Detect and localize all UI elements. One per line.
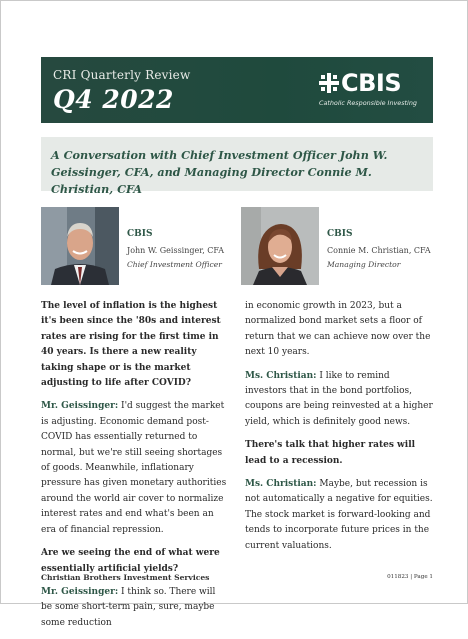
person-info — [127, 229, 224, 269]
person-name: John W. Geissinger, CFA — [127, 246, 225, 255]
continued-text: in economic growth in 2023, but a normalized bond market sets a floor of return that we can achieve now over the next 10 years. — [245, 301, 431, 358]
person-info — [327, 229, 431, 269]
headline-box — [41, 137, 433, 196]
answer-paragraph — [41, 399, 229, 538]
speaker-label: Mr. Geissinger: — [41, 586, 119, 597]
person-card-christian — [241, 207, 433, 285]
answer-paragraph — [245, 477, 433, 554]
portrait-christian — [241, 207, 319, 285]
headline-text: A Conversation with Chief Investment Officer John W. Geissinger, CFA, and Managing Director Connie M. Christian, CFA — [51, 148, 388, 196]
question-text: There's talk that higher rates will lead to a recession. — [245, 440, 416, 466]
answer-text: I think so. There will be some short-term pain, sure, maybe some reduction — [41, 586, 216, 628]
report-subtitle: CRI Quarterly Review — [53, 68, 191, 82]
cbis-logo — [319, 71, 423, 115]
logo-wordmark: CBIS — [341, 69, 402, 97]
left-column — [41, 299, 229, 639]
question-text: The level of inflation is the highest it's been since the '80s and interest rates are rising for the first time in 40 years. Is there a new reality taking shape or is the market adjusting to life after COVID? — [41, 301, 221, 389]
person-org: CBIS — [327, 229, 353, 239]
answer-text: I'd suggest the market is adjusting. Economic demand post-COVID has essentially returned to normal, but we're still seeing shortages of goods. Meanwhile, inflationary pressure has given monetary authorities around the world air cover to normalize interest rates and end what's been an era of financial repression. — [41, 401, 227, 535]
header-banner — [41, 57, 433, 123]
right-column — [245, 299, 433, 562]
speaker-label: Ms. Christian: — [245, 479, 317, 490]
person-name: Connie M. Christian, CFA — [327, 246, 431, 255]
footer-company: Christian Brothers Investment Services — [41, 573, 210, 582]
person-card-geissinger — [41, 207, 231, 285]
answer-paragraph — [245, 369, 433, 431]
footer-page-number: 011823 | Page 1 — [387, 574, 433, 580]
answer-text: I like to remind investors that in the bond portfolios, coupons are being reinvested at a higher yield, which is definitely good news. — [245, 370, 433, 427]
speaker-label: Mr. Geissinger: — [41, 401, 119, 412]
answer-paragraph — [41, 585, 229, 631]
person-title: Chief Investment Officer — [127, 260, 222, 269]
person-org: CBIS — [127, 229, 153, 239]
question-text: Are we seeing the end of what were essentially artificial yields? — [41, 548, 220, 574]
report-quarter: Q4 2022 — [53, 85, 174, 114]
person-title: Managing Director — [327, 260, 401, 269]
portrait-geissinger — [41, 207, 119, 285]
speaker-label: Ms. Christian: — [245, 370, 317, 381]
answer-text: Maybe, but recession is not automatically a negative for equities. The stock market is forward-looking and tends to incorporate future prices in the current valuations. — [245, 479, 433, 551]
logo-tagline: Catholic Responsible Investing — [319, 99, 417, 107]
cross-logo-icon — [319, 73, 339, 93]
